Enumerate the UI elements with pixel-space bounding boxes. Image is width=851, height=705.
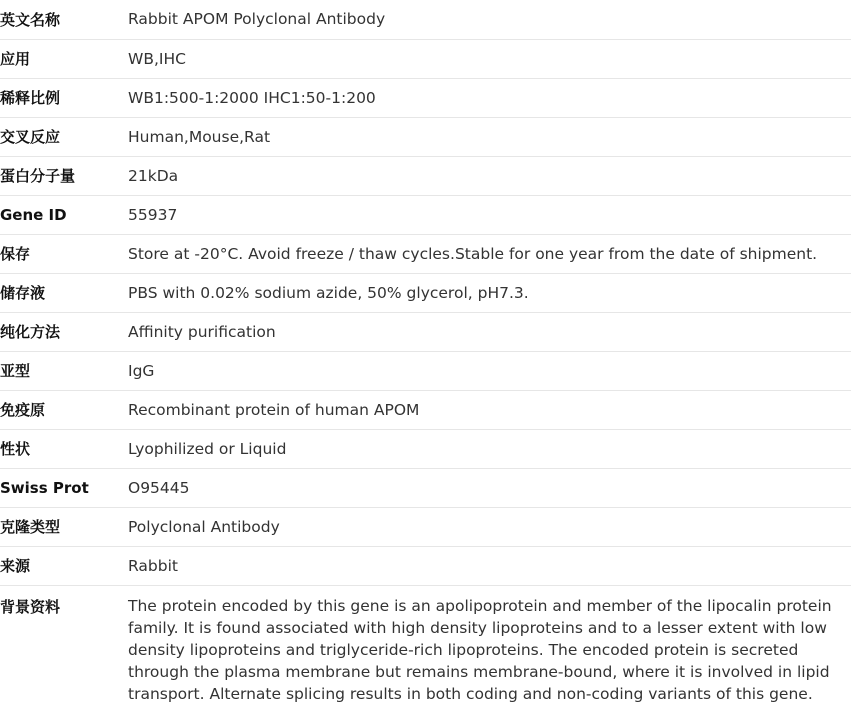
spec-row-immunogen [0, 390, 851, 429]
spec-label: 背景资料 [0, 597, 61, 616]
spec-value: Rabbit [128, 556, 178, 575]
spec-row-dilution [0, 78, 851, 117]
spec-row-cross-reactivity [0, 117, 851, 156]
spec-row-isotype [0, 351, 851, 390]
spec-value: WB,IHC [128, 49, 186, 68]
spec-value: O95445 [128, 478, 190, 497]
spec-label: 免疫原 [0, 401, 46, 419]
spec-value: IgG [128, 361, 155, 380]
spec-label: Swiss Prot [0, 478, 89, 497]
spec-row-gene-id [0, 195, 851, 234]
spec-label: 稀释比例 [0, 89, 61, 107]
spec-label: 克隆类型 [0, 518, 61, 536]
spec-label: 亚型 [0, 362, 31, 380]
spec-value: PBS with 0.02% sodium azide, 50% glycerol, pH7.3. [128, 283, 529, 302]
spec-value: Store at -20°C. Avoid freeze / thaw cycles.Stable for one year from the date of shipment. [128, 244, 818, 263]
spec-row-swiss-prot [0, 468, 851, 507]
spec-value: Recombinant protein of human APOM [128, 400, 420, 419]
spec-label: 纯化方法 [0, 323, 61, 341]
spec-value: 55937 [128, 205, 178, 224]
spec-row-host [0, 546, 851, 585]
spec-label: Gene ID [0, 205, 67, 224]
spec-value: 21kDa [128, 166, 179, 185]
spec-row-buffer [0, 273, 851, 312]
spec-row-application [0, 39, 851, 78]
spec-row-background [0, 585, 851, 705]
spec-value-background: The protein encoded by this gene is an apolipoprotein and member of the lipocalin protein family. It is found associated with high density lipoproteins and to a lesser extent with low density lipoproteins and triglyceride-rich lipoproteins. The encoded protein is secreted through the plasma membrane but remains membrane-bound, where it is involved in lipid transport. Alternate splicing results in both coding and non-coding variants of this gene. [128, 596, 832, 703]
spec-row-clonality [0, 507, 851, 546]
spec-row-storage [0, 234, 851, 273]
spec-value: Rabbit APOM Polyclonal Antibody [128, 10, 386, 29]
spec-row-molecular-weight [0, 156, 851, 195]
spec-row-english-name [0, 0, 851, 39]
spec-value: Affinity purification [128, 322, 276, 341]
spec-label: 交叉反应 [0, 128, 61, 146]
spec-label: 储存液 [0, 284, 46, 302]
spec-label: 保存 [0, 245, 31, 263]
spec-label: 性状 [0, 440, 31, 458]
spec-label: 蛋白分子量 [0, 167, 76, 185]
spec-value: Polyclonal Antibody [128, 517, 280, 536]
spec-label: 英文名称 [0, 10, 61, 29]
spec-row-form [0, 429, 851, 468]
spec-value: Human,Mouse,Rat [128, 127, 271, 146]
spec-value: Lyophilized or Liquid [128, 439, 287, 458]
spec-row-purification [0, 312, 851, 351]
spec-label: 来源 [0, 557, 31, 575]
spec-label: 应用 [0, 50, 31, 68]
spec-value: WB1:500-1:2000 IHC1:50-1:200 [128, 88, 376, 107]
